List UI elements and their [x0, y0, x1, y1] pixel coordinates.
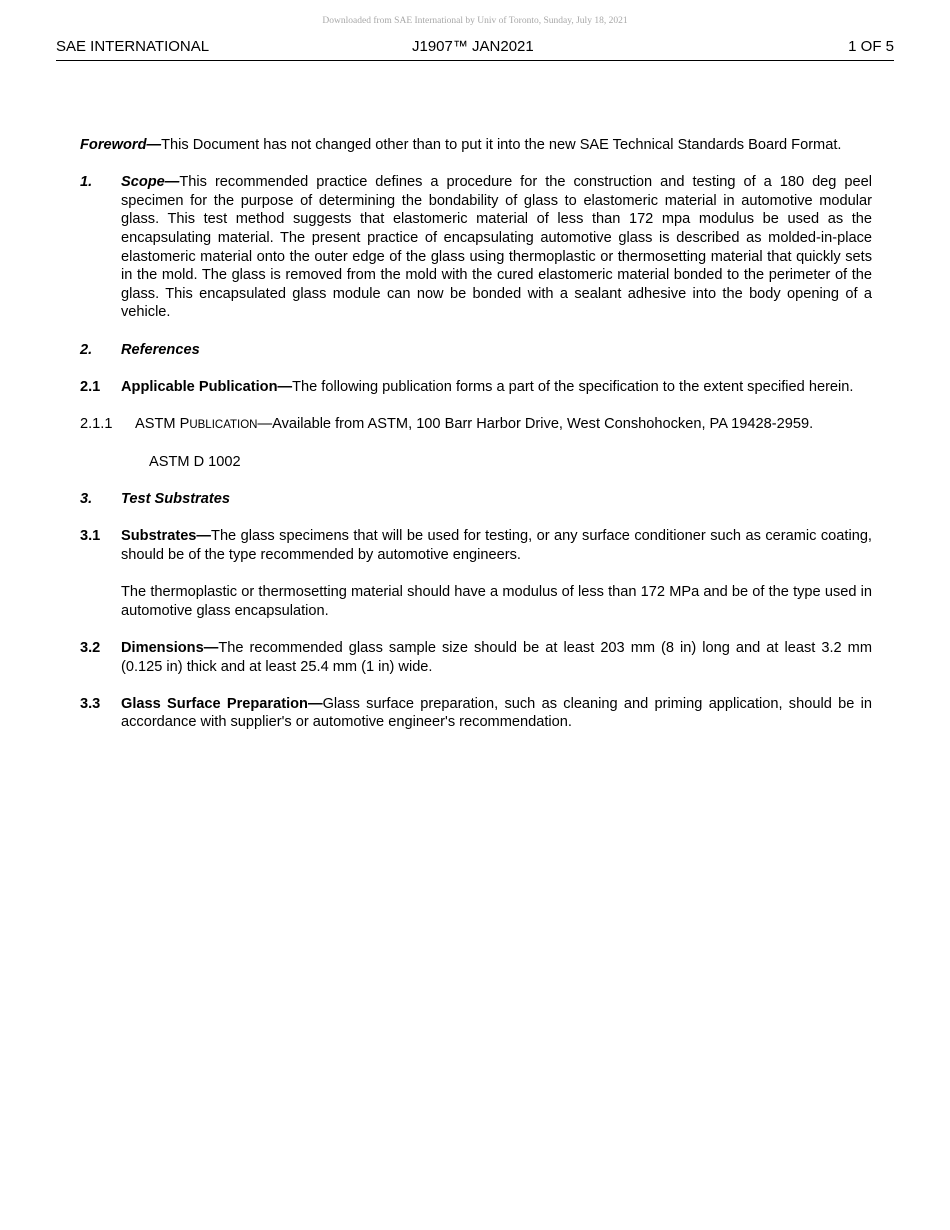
section-1-scope [80, 173, 872, 322]
section-2-1-number: 2.1 [80, 378, 101, 395]
section-3-1-number: 3.1 [80, 528, 101, 545]
section-3-3 [80, 695, 872, 732]
section-2-1-1-label: ASTM P [135, 415, 190, 432]
section-3-1 [80, 527, 872, 564]
section-3-2 [80, 639, 872, 676]
section-1-label: Scope— [121, 174, 180, 191]
download-watermark: Downloaded from SAE International by Univ of Toronto, Sunday, July 18, 2021 [322, 16, 628, 26]
section-2-number: 2. [80, 341, 93, 358]
foreword-paragraph [80, 136, 872, 155]
header-document-id: J1907™ JAN2021 [412, 38, 534, 55]
section-2-1-label: Applicable Publication— [121, 378, 293, 395]
section-2-title: References [121, 341, 200, 358]
section-2-1-1-number: 2.1.1 [80, 415, 113, 432]
page-header [56, 38, 894, 61]
foreword-text: This Document has not changed other than to put it into the new SAE Technical Standards Board Format. [161, 137, 842, 153]
foreword-label: Foreword— [80, 137, 162, 153]
section-2-heading [80, 341, 872, 360]
section-2-1-text: The following publication forms a part of the specification to the extent specified herein. [292, 378, 854, 395]
header-page-number: 1 OF 5 [848, 38, 894, 55]
section-3-number: 3. [80, 491, 93, 508]
header-publisher: SAE INTERNATIONAL [56, 38, 210, 55]
section-3-2-label: Dimensions— [121, 640, 219, 657]
section-3-1-text: The glass specimens that will be used for testing, or any surface conditioner such as ceramic coating, should be of the type recommended by automotive engineers. [121, 528, 872, 564]
section-1-number: 1. [80, 174, 93, 191]
section-3-title: Test Substrates [121, 491, 230, 508]
section-3-1-label: Substrates— [121, 528, 212, 545]
section-3-heading [80, 490, 872, 509]
section-2-1-1 [80, 415, 872, 435]
section-2-1-1-label-smallcaps: UBLICATION [189, 418, 258, 431]
section-3-3-number: 3.3 [80, 695, 101, 712]
section-2-1 [80, 378, 872, 397]
section-3-3-text: Glass surface preparation, such as cleaning and priming application, should be in accordance with supplier's or automotive engineer's recommendation. [121, 695, 872, 731]
section-1-text: This recommended practice defines a procedure for the construction and testing of a 180 deg peel specimen for the purpose of determining the bondability of glass to elastomeric material in automotive modular glass. This test method suggests that elastomeric material of less than 172 mpa modulus be used as the encapsulating material. The present practice of encapsulating automotive glass is described as molded-in-place elastomeric material onto the outer edge of the glass using thermoplastic or thermosetting material that quickly sets in the mold. The glass is removed from the mold with the cured elastomeric material bonded to the perimeter of the glass. This encapsulated glass module can now be bonded with a sealant adhesive into the body opening of a vehicle. [121, 174, 872, 321]
section-3-2-text: The recommended glass sample size should be at least 203 mm (8 in) long and at least 3.2 mm (0.125 in) thick and at least 25.4 mm (1 in) wide. [121, 640, 872, 675]
section-2-1-1-text: —Available from ASTM, 100 Barr Harbor Drive, West Conshohocken, PA 19428-2959. [257, 415, 814, 432]
section-3-3-label: Glass Surface Preparation— [121, 695, 323, 712]
document-body [80, 136, 872, 751]
section-3-2-number: 3.2 [80, 640, 101, 657]
astm-reference-item: ASTM D 1002 [149, 454, 241, 471]
section-3-1-paragraph-2: The thermoplastic or thermosetting material should have a modulus of less than 172 MPa and be of the type used in automotive glass encapsulation. [121, 584, 872, 619]
